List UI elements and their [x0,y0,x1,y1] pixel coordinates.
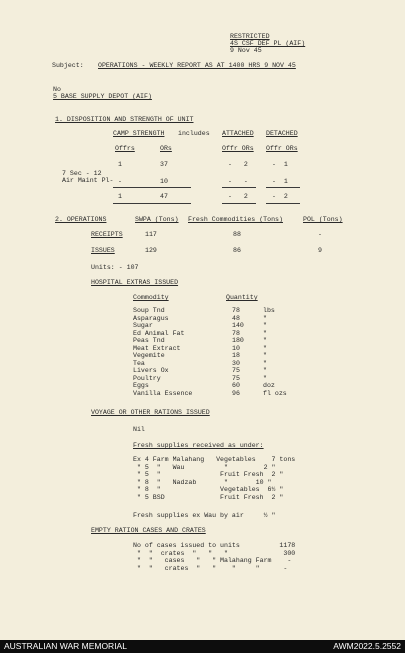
empty-cases-row: " " crates " " " " - [133,564,288,572]
footer-institution: AUSTRALIAN WAR MEMORIAL [4,641,127,651]
fresh-supply-row: " 5 " Fruit Fresh 2 " [133,471,284,479]
commodity-cell: Soup Tnd [133,307,165,314]
empty-cases-row: " " cases " " Malahang Farm - [133,557,292,565]
unit-cell: " [263,367,267,374]
quantity-cell: 30 [232,359,240,367]
commodity-cell: Eggs [133,382,149,389]
unit-cell: " [263,352,267,359]
row1-offrs: 1 [118,161,122,168]
issues-swpa: 129 [145,247,157,254]
row3-offrs: 1 [118,193,122,200]
sum-rule [113,187,191,188]
row1-attached: - 2 [228,161,248,168]
units-count: Units: - 107 [91,264,139,271]
fresh-supply-row: Ex 4 Farm Malahang Vegetables 7 tons [133,456,296,463]
sum-rule [266,187,300,188]
voyage-rations-title: VOYAGE OR OTHER RATIONS ISSUED [91,409,210,416]
unit-designation: 4S CSF DEF PL (AIF) [230,40,306,47]
commodity-cell: Asparagus [133,314,169,322]
quantity-cell: 48 [232,314,240,322]
issues-label: ISSUES [91,247,115,254]
archive-footer [0,640,405,653]
commodity-cell: Ed Animal Fat [133,329,185,337]
col-pol: POL (Tons) [303,216,343,223]
unit-cell: " [263,337,267,344]
issues-fresh: 86 [233,247,241,254]
commodity-cell: Peas Tnd [133,337,165,344]
quantity-cell: 96 [232,389,240,397]
col-offrs: Offrs [115,145,135,152]
quantity-cell: 140 [232,322,244,329]
fresh-by-air: Fresh supplies ex Wau by air ½ " [133,512,276,519]
unit-cell: " [263,314,267,322]
subject-label: Subject: [52,62,84,69]
addressee-depot: 5 BASE SUPPLY DEPOT (AIF) [53,93,152,100]
fresh-supply-row: " 8 " Nadzab " 10 " [133,478,272,486]
receipts-swpa: 117 [145,231,157,238]
unit-cell: " [263,329,267,337]
row3-ors: 47 [160,193,168,200]
classification-stamp: RESTRICTED [230,33,270,40]
commodity-header: Commodity [133,294,169,301]
row2-label: 7 Sec - 12 Air Maint Pl- [62,170,114,184]
unit-cell: fl ozs [263,389,287,397]
empty-cases-row: " " crates " " " 300 [133,549,296,557]
receipts-pol: - [318,231,322,238]
sum-rule [222,187,256,188]
receipts-fresh: 88 [233,231,241,238]
report-date: 9 Nov 45 [230,47,262,54]
commodity-cell: Tea [133,359,145,367]
quantity-header: Quantity [226,294,258,301]
col-includes: includes [178,130,210,137]
section1-title: 1. DISPOSITION AND STRENGTH OF UNIT [55,116,194,123]
col-attached-sub: Offr ORs [222,145,254,152]
unit-cell: " [263,322,267,329]
commodity-cell: Vanilla Essence [133,389,193,397]
fresh-supply-row: " 5 " Wau " 2 " [133,463,276,471]
row1-ors: 37 [160,161,168,168]
row2-offrs: - [118,178,122,185]
commodity-cell: Vegemite [133,352,165,359]
commodity-cell: Livers Ox [133,367,169,374]
receipts-label: RECEIPTS [91,231,123,238]
addressee-prefix: No [53,86,61,93]
commodity-cell: Poultry [133,374,161,382]
issues-pol: 9 [318,247,322,254]
col-detached-sub: Offr ORs [266,145,298,152]
fresh-supplies-title: Fresh supplies received as under: [133,442,264,449]
section2-title: 2. OPERATIONS [55,216,107,223]
fresh-supply-row: " 8 " Vegetables 6½ " [133,486,284,494]
unit-cell: " [263,359,267,367]
quantity-cell: 78 [232,307,240,314]
row2-detached: - 1 [272,178,288,185]
col-swpa: SWPA (Tons) [135,216,179,223]
row3-detached: - 2 [272,193,288,200]
total-rule [222,203,256,204]
hospital-extras-title: HOSPITAL EXTRAS ISSUED [91,279,179,286]
row1-detached: - 1 [272,161,288,168]
quantity-cell: 78 [232,329,240,337]
row2-ors: 10 [160,178,168,185]
col-fresh: Fresh Commodities (Tons) [188,216,283,223]
empty-cases-row: No of cases issued to units 1178 [133,542,296,549]
quantity-cell: 75 [232,367,240,374]
unit-cell: " [263,374,267,382]
quantity-cell: 18 [232,352,240,359]
total-rule [266,203,300,204]
empty-cases-title: EMPTY RATION CASES AND CRATES [91,527,206,534]
row2-attached: - - [228,178,248,185]
quantity-cell: 180 [232,337,244,344]
subject-text: OPERATIONS - WEEKLY REPORT AS AT 1400 HRS 9 NOV 45 [98,62,296,69]
footer-accession: AWM2022.5.2552 [333,641,401,651]
quantity-cell: 75 [232,374,240,382]
quantity-cell: 60 [232,382,240,389]
quantity-cell: 10 [232,344,240,352]
unit-cell: lbs [263,307,275,314]
fresh-supply-row: " 5 BSD Fruit Fresh 2 " [133,494,284,501]
col-detached: DETACHED [266,130,298,137]
col-ors: ORs [160,145,172,152]
total-rule [113,203,191,204]
row3-attached: - 2 [228,193,248,200]
col-attached: ATTACHED [222,130,254,137]
commodity-cell: Meat Extract [133,344,181,352]
unit-cell: doz [263,382,275,389]
commodity-cell: Sugar [133,322,153,329]
voyage-nil: Nil [133,426,145,433]
col-camp-strength: CAMP STRENGTH [113,130,165,137]
unit-cell: " [263,344,267,352]
